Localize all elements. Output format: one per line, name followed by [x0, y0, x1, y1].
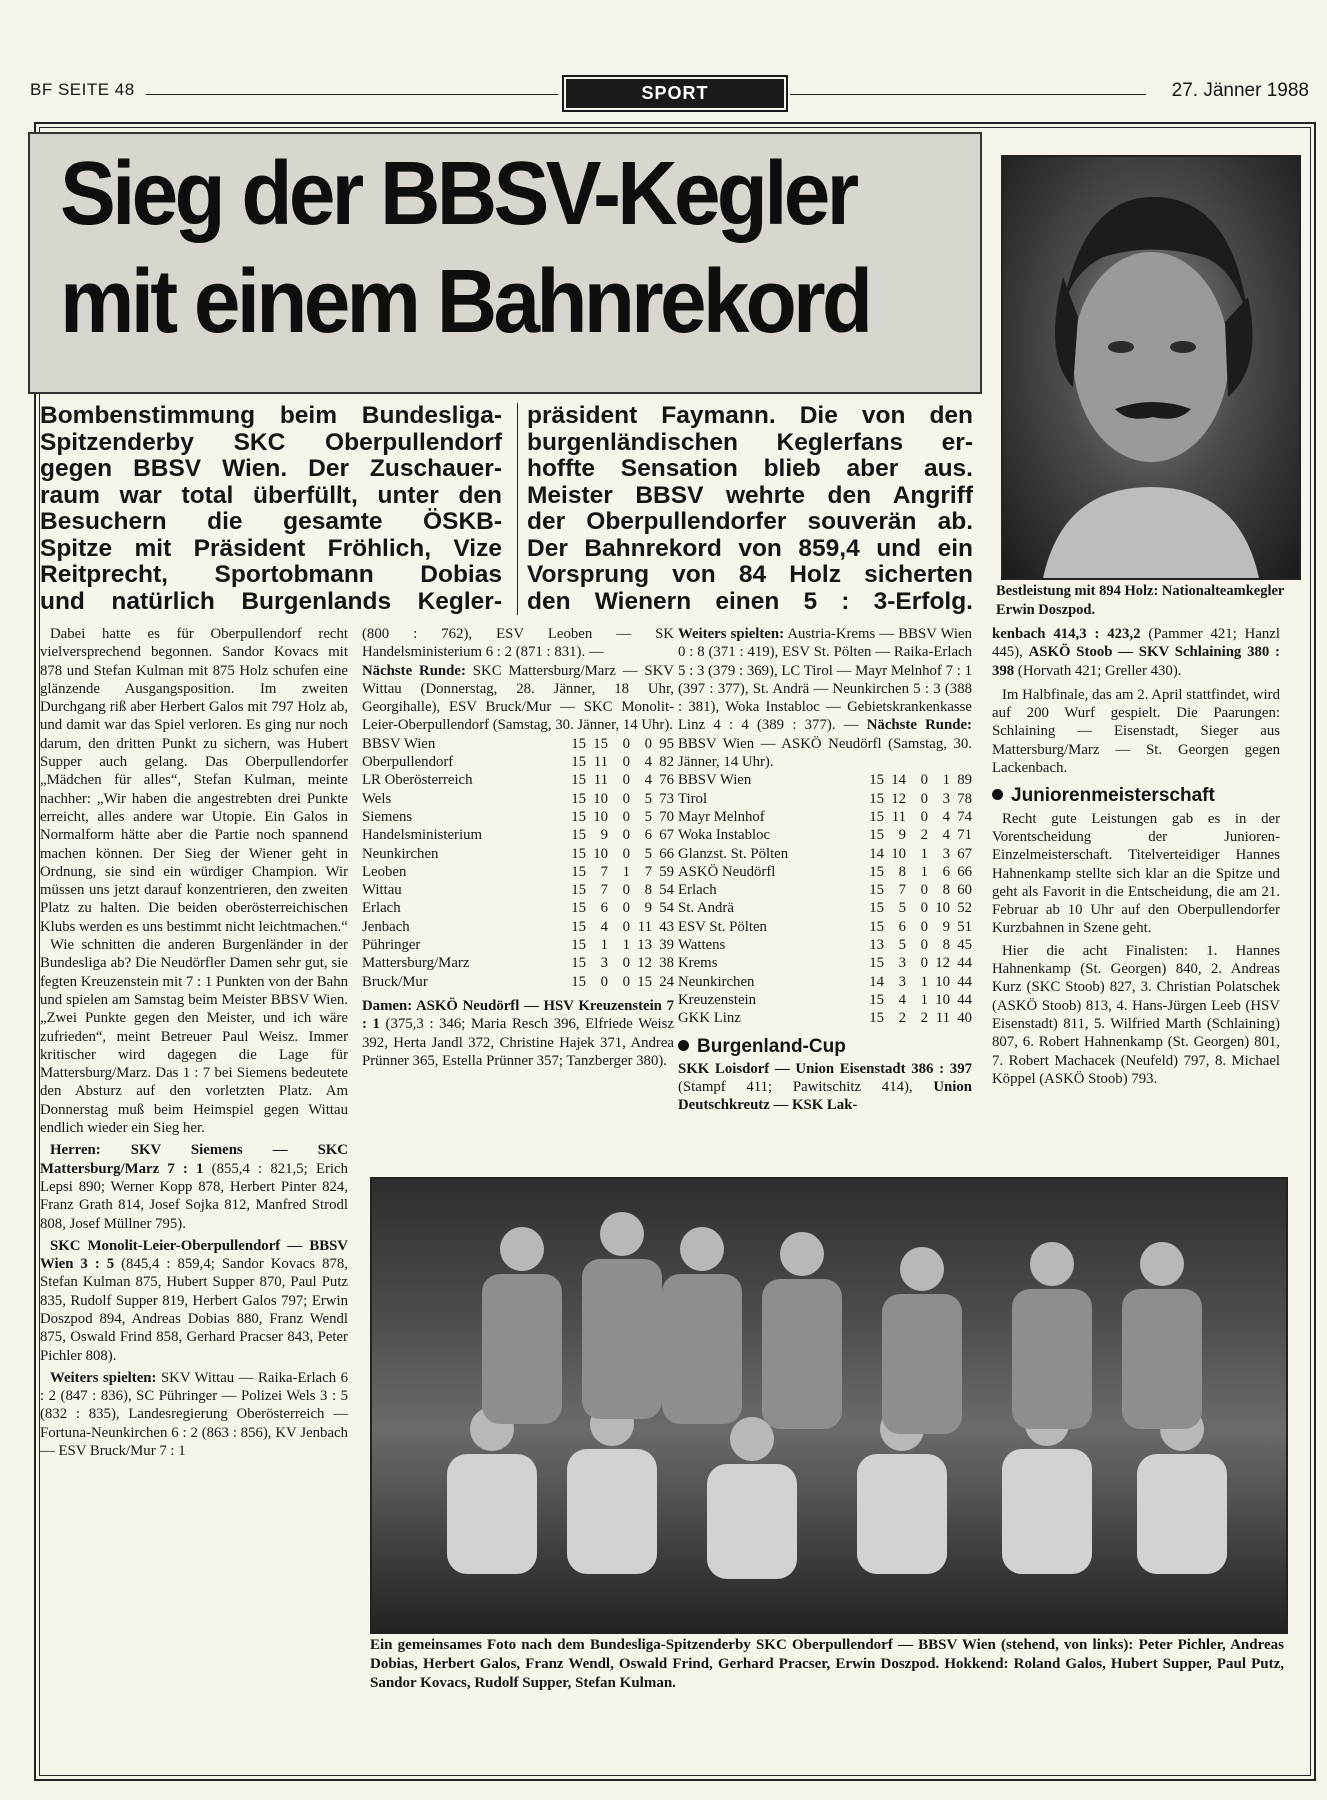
table-value: 11: [593, 754, 608, 771]
table-value: 4: [942, 808, 950, 825]
table-row: [362, 808, 674, 826]
table-value: 10: [593, 845, 608, 862]
result-text: (845,4 : 859,4; Sandor Kovacs 878, Stefan Kulman 875, Hubert Supper 870, Paul Putz 835, Rudolf Supper 819, Herbert Galos 797; Erwin Doszpod 894, Andreas Dobias 880, Franz Wendl 875, Oswald Frind 858, Gerhard Pracser 843, Peter Pichler 808).: [40, 1256, 349, 1364]
portrait-caption: Bestleistung mit 894 Holz: Nationalteamkegler Erwin Doszpod.: [996, 583, 1285, 618]
table-row: [362, 735, 674, 753]
paragraph: Wie schnitten die anderen Burgenländer in der Bundesliga ab? Die Neudörfler Damen sehr gut, sie fegten Kreuzenstein mit 7 : 1 Punkten von der Bahn und spielen am Samstag beim Meister BBSV Wien. „Zwei Punkte gegen den Meister, und ich wäre zufrieden“, meint Betreuer Paul Weisz. Immer kritischer wird dagegen die Lage für Mattersburg/Marz. Das 1 : 7 bei Siemens bedeutete den Absturz auf den vorletzten Platz. Am Donnerstag muß beim Heimspiel gegen Wittau endlich wieder ein Sieg her.: [40, 937, 348, 1137]
table-value: 71: [957, 827, 972, 844]
table-value: 11: [593, 772, 608, 789]
team-name: LR Oberösterreich: [362, 772, 473, 789]
table-value: 6: [898, 918, 906, 935]
table-value: 10: [593, 808, 608, 825]
header-rule-left: [146, 94, 558, 95]
table-value: 24: [659, 973, 674, 990]
table-value: 8: [644, 882, 652, 899]
team-name: Leoben: [362, 863, 407, 880]
lead-line: Vorsprung von 84 Holz sicherten: [527, 561, 973, 588]
subheading-text: Burgenland-Cup: [697, 1035, 846, 1057]
table-value: 0: [920, 882, 928, 899]
table-value: 7: [898, 882, 906, 899]
table-row: [362, 790, 674, 808]
table-row: [678, 991, 972, 1009]
table-row: [362, 826, 674, 844]
table-value: 11: [637, 918, 652, 935]
table-value: 0: [622, 882, 630, 899]
table-value: 15: [571, 808, 586, 825]
team-name: ESV St. Pölten: [678, 918, 767, 935]
table-value: 10: [935, 973, 950, 990]
headline-line-1: Sieg der BBSV-Kegler: [60, 144, 856, 244]
table-value: 67: [659, 827, 674, 844]
table-value: 15: [869, 882, 884, 899]
result-score: 414,3 : 423,2: [1053, 626, 1141, 642]
table-value: 9: [600, 827, 608, 844]
result-heading: SKK Loisdorf — Union Eisenstadt 386 : 397: [678, 1060, 972, 1077]
table-value: 15: [571, 845, 586, 862]
next-round-text: BBSV Wien — ASKÖ Neudörfl (Samstag, 30. Jänner, 14 Uhr).: [678, 735, 972, 771]
table-value: 4: [644, 754, 652, 771]
table-row: [678, 863, 972, 881]
result-paragraph: [40, 1369, 348, 1460]
table-value: 15: [869, 808, 884, 825]
table-row: [678, 881, 972, 899]
result-text: (Horvath 421; Greller 430).: [1014, 662, 1182, 679]
table-value: 15: [571, 735, 586, 752]
result-heading: ASKÖ Stoob — SKV Schlaining 380 : 398: [992, 644, 1280, 679]
subheading-cup: [678, 1035, 972, 1057]
portrait-illustration: [1003, 157, 1299, 578]
team-name: Bruck/Mur: [362, 973, 428, 990]
table-row: [678, 954, 972, 972]
table-row: [362, 771, 674, 789]
table-row: [362, 753, 674, 771]
lead-line: gegen BBSV Wien. Der Zuschauer-: [40, 455, 502, 482]
bullet-icon: [678, 1040, 689, 1051]
portrait-photo: [1001, 155, 1301, 580]
page-number: BF SEITE 48: [30, 80, 135, 99]
table-value: 0: [920, 937, 928, 954]
result-heading: Weiters spielten:: [678, 626, 785, 642]
table-value: 12: [891, 790, 906, 807]
result-text: (Pammer 421; Hanzl 445),: [992, 626, 1280, 661]
table-value: 15: [869, 955, 884, 972]
table-value: 59: [659, 863, 674, 880]
table-value: 0: [920, 918, 928, 935]
table-value: 10: [935, 991, 950, 1008]
paragraph: (800 : 762), ESV Leoben — SK Handelsministerium 6 : 2 (871 : 831). —: [362, 626, 674, 661]
table-value: 43: [659, 918, 674, 935]
result-text: (Stampf 411; Pawitschitz 414),: [678, 1079, 913, 1096]
table-row: [362, 899, 674, 917]
lead-line: und natürlich Burgenlands Kegler-: [40, 587, 502, 615]
table-value: 3: [942, 845, 950, 862]
table-value: 1: [920, 845, 928, 862]
table-value: 10: [593, 790, 608, 807]
result-paragraph: [678, 625, 972, 771]
table-row: [362, 863, 674, 881]
table-row: [678, 845, 972, 863]
table-row: [678, 918, 972, 936]
table-value: 40: [957, 1010, 972, 1027]
table-value: 6: [644, 827, 652, 844]
table-value: 95: [659, 735, 674, 752]
standings-table-herren: [362, 735, 674, 991]
table-value: 44: [957, 973, 972, 990]
table-value: 2: [920, 1010, 928, 1027]
table-value: 15: [571, 955, 586, 972]
team-photo-illustration: [372, 1179, 1286, 1632]
table-row: [678, 1009, 972, 1027]
table-value: 0: [622, 973, 630, 990]
result-paragraph: [362, 997, 674, 1070]
standings-table-damen: [678, 771, 972, 1027]
team-name: Mattersburg/Marz: [362, 955, 470, 972]
lead-line: burgenländischen Keglerfans er-: [527, 428, 973, 456]
table-value: 12: [637, 955, 652, 972]
table-row: [362, 973, 674, 991]
table-value: 3: [898, 973, 906, 990]
table-value: 82: [659, 754, 674, 771]
result-heading: Weiters spielten:: [50, 1369, 157, 1386]
table-value: 51: [957, 918, 972, 935]
table-row: [362, 954, 674, 972]
table-row: [678, 771, 972, 789]
table-value: 89: [957, 772, 972, 789]
lead-line: hoffte Sensation blieb aber aus.: [527, 455, 973, 482]
table-value: 15: [571, 882, 586, 899]
lead-line: Spitze mit Präsident Fröhlich, Vize: [40, 534, 502, 562]
table-value: 9: [644, 900, 652, 917]
table-value: 5: [898, 900, 906, 917]
table-row: [678, 790, 972, 808]
lead-line: Spitzenderby SKC Oberpullendorf: [40, 428, 502, 456]
table-value: 15: [571, 937, 586, 954]
lead-line: der Oberpullendorfer souverän ab.: [527, 508, 973, 535]
table-value: 0: [600, 973, 608, 990]
table-value: 1: [920, 863, 928, 880]
lead-line: Bombenstimmung beim Bundesliga-: [40, 402, 502, 429]
result-heading: Herren: SKV Siemens — SKC Mattersburg/Marz 7 : 1: [40, 1142, 348, 1177]
table-value: 4: [644, 772, 652, 789]
table-value: 11: [935, 1010, 950, 1027]
table-value: 0: [622, 754, 630, 771]
team-name: Neunkirchen: [678, 973, 755, 990]
headline-line-2: mit einem Bahnrekord: [60, 252, 870, 352]
table-value: 0: [920, 772, 928, 789]
table-value: 0: [920, 808, 928, 825]
table-row: [678, 899, 972, 917]
team-name: Woka Instabloc: [678, 827, 771, 844]
team-photo: [370, 1177, 1288, 1634]
table-value: 52: [957, 900, 972, 917]
table-value: 44: [957, 991, 972, 1008]
table-value: 0: [622, 845, 630, 862]
lead-line: Besuchern die gesamte ÖSKB-: [40, 508, 502, 535]
table-value: 15: [571, 973, 586, 990]
table-value: 0: [622, 790, 630, 807]
table-value: 38: [659, 955, 674, 972]
table-value: 13: [637, 937, 652, 954]
team-name: Wattens: [678, 937, 726, 954]
table-value: 12: [935, 955, 950, 972]
team-name: Neunkirchen: [362, 845, 439, 862]
team-name: Erlach: [678, 882, 717, 899]
table-value: 15: [869, 900, 884, 917]
team-name: Oberpullendorf: [362, 754, 454, 771]
paragraph: Hier die acht Finalisten: 1. Hannes Hahnenkamp (St. Georgen) 840, 2. Andreas Kurz (SKC Stoob) 827, 3. Christian Polatschek (ASKÖ Stoob) 813, 4. Hans-Jürgen Leeb (HSV Eisenstadt) 811, 5. Wilfried Marth (Schlaining) 807, 6. Robert Hahnenkamp (St. Georgen) 801, 7. Robert Machacek (Neufeld) 797, 8. Michael Köppel (ASKÖ Stoob) 793.: [992, 942, 1280, 1087]
table-value: 73: [659, 790, 674, 807]
table-value: 9: [898, 827, 906, 844]
table-value: 14: [891, 772, 906, 789]
table-value: 7: [600, 882, 608, 899]
table-value: 3: [600, 955, 608, 972]
lead-line: Der Bahnrekord von 859,4 und ein: [527, 534, 973, 562]
table-value: 10: [891, 845, 906, 862]
lead-line: Meister BBSV wehrte den Angriff: [527, 481, 973, 509]
team-name: Kreuzenstein: [678, 991, 757, 1008]
header-rule-right: [790, 94, 1146, 95]
table-value: 15: [571, 790, 586, 807]
result-text: SKV Wittau — Raika-Erlach 6 : 2 (847 : 836), SC Pühringer — Polizei Wels 3 : 5 (832 : 835), Landesregierung Oberösterreich — Fortuna-Neunkirchen 6 : 2 (863 : 856), KV Jenbach — ESV Bruck/Mur 7 : 1: [40, 1369, 349, 1460]
table-value: 54: [659, 882, 674, 899]
table-value: 15: [593, 735, 608, 752]
result-paragraph: [992, 625, 1280, 680]
table-row: [362, 845, 674, 863]
table-value: 39: [659, 937, 674, 954]
table-value: 5: [644, 790, 652, 807]
table-value: 15: [869, 772, 884, 789]
table-row: [678, 808, 972, 826]
paragraph: Dabei hatte es für Oberpullendorf recht vielversprechend begonnen. Sandor Kovacs mit 878 und Stefan Kulman mit 875 Holz schufen eine glänzende Ausgangsposition. Im zweiten Durchgang riß aber Herbert Galos mit 797 Holz ab, und damit war das Spiel verloren. Es ging nur noch darum, den dritten Punkt zu sichern, was Hubert Supper auch gelang. Das Oberpullendorfer „Mädchen für alles“, Stefan Kulman, meinte nachher: „Wir haben die angestrebten drei Punkte erreicht, alles andere war Utopie. Ein Galos in Normalform hätte aber die Partie noch spannend machen können. Der Sieg der Wiener geht in Ordnung, sie sind ein würdiger Champion. Wir müssen uns jetzt darauf konzentrieren, den zweiten Platz zu halten. Die beiden oberösterreichischen Klubs werden es uns bestimmt nicht leichtmachen.“: [40, 626, 348, 935]
table-value: 0: [920, 955, 928, 972]
table-value: 70: [659, 808, 674, 825]
team-name: Siemens: [362, 808, 413, 825]
table-value: 1: [622, 937, 630, 954]
table-value: 5: [898, 937, 906, 954]
team-name: Handelsministerium: [362, 827, 483, 844]
table-value: 6: [942, 863, 950, 880]
paragraph: Recht gute Leistungen gab es in der Vorentscheidung der Junioren-Einzelmeisterschaft. Titelverteidiger Hannes Hahnenkamp stellte sich klar an die Spitze und geht als Favorit in die Entscheidung, die am 21. Februar ab 10 Uhr auf den Oberpullendorfer Kurzbahnen in Szene geht.: [992, 810, 1280, 937]
table-value: 0: [622, 918, 630, 935]
table-value: 4: [898, 991, 906, 1008]
table-value: 15: [637, 973, 652, 990]
team-name: GKK Linz: [678, 1010, 741, 1027]
table-row: [678, 936, 972, 954]
body-column-1: [40, 625, 348, 1460]
table-value: 44: [957, 955, 972, 972]
table-value: 1: [942, 772, 950, 789]
result-heading: Damen: ASKÖ Neudörfl — HSV Kreuzenstein 7 : 1: [362, 997, 674, 1033]
table-value: 1: [920, 973, 928, 990]
lead-line: Reitprecht, Sportobmann Dobias: [40, 561, 502, 588]
next-round-heading: Nächste Runde:: [362, 662, 466, 679]
team-name: ASKÖ Neudörfl: [678, 863, 776, 880]
team-name: Glanzst. St. Pölten: [678, 845, 789, 862]
team-name: St. Andrä: [678, 900, 734, 917]
result-paragraph: [40, 1141, 348, 1232]
table-value: 66: [957, 863, 972, 880]
team-name: Erlach: [362, 900, 401, 917]
next-round: [362, 662, 674, 735]
next-round-text: SKC Mattersburg/Marz — SKV Wittau (Donnerstag, 28. Jänner, 18 Uhr, Georgihalle), ESV Bruck/Mur — SKC Monolit-Leier-Oberpullendorf (Samstag, 30. Jänner, 14 Uhr).: [362, 662, 674, 734]
table-value: 11: [891, 808, 906, 825]
table-value: 15: [571, 863, 586, 880]
result-text: (375,3 : 346; Maria Resch 396, Elfriede Weisz 392, Herta Jandl 372, Christine Hajek 371, Andrea Prünner 365, Estella Prünner 357; Tanzberger 380).: [362, 1016, 674, 1069]
team-name: Wels: [362, 790, 392, 807]
table-value: 3: [942, 790, 950, 807]
lead-column-2: [527, 403, 973, 615]
table-value: 2: [898, 1010, 906, 1027]
table-value: 6: [600, 900, 608, 917]
table-value: 7: [644, 863, 652, 880]
body-column-4: [992, 625, 1280, 1088]
table-value: 0: [622, 827, 630, 844]
subheading-junioren: [992, 787, 1280, 805]
table-value: 1: [920, 991, 928, 1008]
table-value: 74: [957, 808, 972, 825]
table-value: 15: [571, 772, 586, 789]
result-heading: Union Deutschkreutz — KSK Lak-: [678, 1079, 972, 1114]
lead-line: den Wienern einen 5 : 3-Erfolg.: [527, 587, 973, 615]
lead-line: raum war total überfüllt, unter den: [40, 481, 502, 509]
table-value: 0: [622, 772, 630, 789]
lead-column-1: [40, 403, 502, 615]
table-value: 15: [869, 1010, 884, 1027]
result-heading: kenbach: [992, 626, 1054, 642]
team-photo-caption: Ein gemeinsames Foto nach dem Bundesliga-Spitzenderby SKC Oberpullendorf — BBSV Wien (stehend, von links): Peter Pichler, Andreas Dobias, Herbert Galos, Franz Wendl, Oswald Frind, Gerhard Pracser, Erwin Doszpod. Hokkend: Roland Galos, Hubert Supper, Paul Putz, Sandor Kovacs, Rudolf Supper, Stefan Kulman.: [370, 1637, 1284, 1691]
paragraph: Im Halbfinale, das am 2. April stattfindet, wird auf 200 Wurf gespielt. Die Paarungen: Schlaining — Eisenstadt, Sieger aus Mattersburg/Marz — St. Georgen gegen Lackenbach.: [992, 686, 1280, 777]
table-value: 14: [869, 845, 884, 862]
table-row: [678, 826, 972, 844]
table-value: 4: [942, 827, 950, 844]
table-value: 15: [571, 900, 586, 917]
team-name: Mayr Melnhof: [678, 808, 765, 825]
table-value: 1: [622, 863, 630, 880]
table-value: 15: [571, 754, 586, 771]
table-row: [362, 881, 674, 899]
team-name: Jenbach: [362, 918, 410, 935]
table-value: 45: [957, 937, 972, 954]
body-column-2: [362, 625, 674, 1070]
table-value: 15: [869, 863, 884, 880]
table-value: 3: [898, 955, 906, 972]
team-name: Krems: [678, 955, 718, 972]
headline: [60, 140, 897, 356]
table-value: 0: [622, 735, 630, 752]
table-row: [362, 918, 674, 936]
table-value: 15: [869, 918, 884, 935]
issue-date: 27. Jänner 1988: [1171, 80, 1309, 101]
table-value: 60: [957, 882, 972, 899]
table-row: [678, 973, 972, 991]
result-paragraph: [40, 1237, 348, 1365]
lead-divider: [517, 403, 518, 615]
table-value: 0: [920, 790, 928, 807]
team-name: Tirol: [678, 790, 708, 807]
next-round-heading: Nächste Runde:: [866, 717, 972, 734]
table-value: 0: [622, 900, 630, 917]
team-name: BBSV Wien: [678, 772, 752, 789]
table-value: 15: [869, 991, 884, 1008]
table-value: 0: [622, 955, 630, 972]
result-heading: SKC Monolit-Leier-Oberpullendorf — BBSV Wien 3 : 5: [40, 1237, 348, 1273]
result-paragraph: [678, 1060, 972, 1115]
table-value: 9: [942, 918, 950, 935]
table-value: 7: [600, 863, 608, 880]
table-value: 67: [957, 845, 972, 862]
table-value: 13: [869, 937, 884, 954]
table-value: 66: [659, 845, 674, 862]
table-value: 10: [935, 900, 950, 917]
table-value: 8: [942, 882, 950, 899]
table-value: 14: [869, 973, 884, 990]
table-value: 76: [659, 772, 674, 789]
body-column-3: [678, 625, 972, 1115]
table-value: 15: [571, 918, 586, 935]
section-label: SPORT: [566, 79, 784, 108]
result-text: (855,4 : 821,5; Erich Lepsi 890; Werner Kopp 878, Herbert Pinter 824, Franz Grath 814, Josef Sojka 812, Manfred Strodl 808, Josef Müllner 795).: [40, 1160, 348, 1232]
subheading-text: Juniorenmeisterschaft: [1011, 785, 1215, 807]
table-value: 8: [942, 937, 950, 954]
bullet-icon: [992, 789, 1003, 800]
table-value: 1: [600, 937, 608, 954]
table-value: 5: [644, 808, 652, 825]
table-value: 0: [622, 808, 630, 825]
table-value: 15: [571, 827, 586, 844]
table-value: 0: [644, 735, 652, 752]
table-value: 54: [659, 900, 674, 917]
table-value: 78: [957, 790, 972, 807]
team-name: BBSV Wien: [362, 735, 436, 752]
table-value: 2: [920, 827, 928, 844]
table-row: [362, 936, 674, 954]
table-value: 5: [644, 845, 652, 862]
table-value: 15: [869, 827, 884, 844]
table-value: 4: [600, 918, 608, 935]
team-name: Wittau: [362, 882, 402, 899]
result-text: Austria-Krems — BBSV Wien 0 : 8 (371 : 419), ESV St. Pölten — Raika-Erlach 5 : 3 (379 : 369), LC Tirol — Mayr Melnhof 7 : 1 (397 : 377), St. Andrä — Neunkirchen 5 : 3 (388 : 381), Woka Instabloc — Gebietskrankenkasse Linz 4 : 4 (389 : 377). —: [678, 626, 972, 734]
table-value: 8: [898, 863, 906, 880]
table-value: 15: [869, 790, 884, 807]
team-name: Pühringer: [362, 937, 421, 954]
table-value: 0: [920, 900, 928, 917]
lead-line: präsident Faymann. Die von den: [527, 402, 973, 429]
